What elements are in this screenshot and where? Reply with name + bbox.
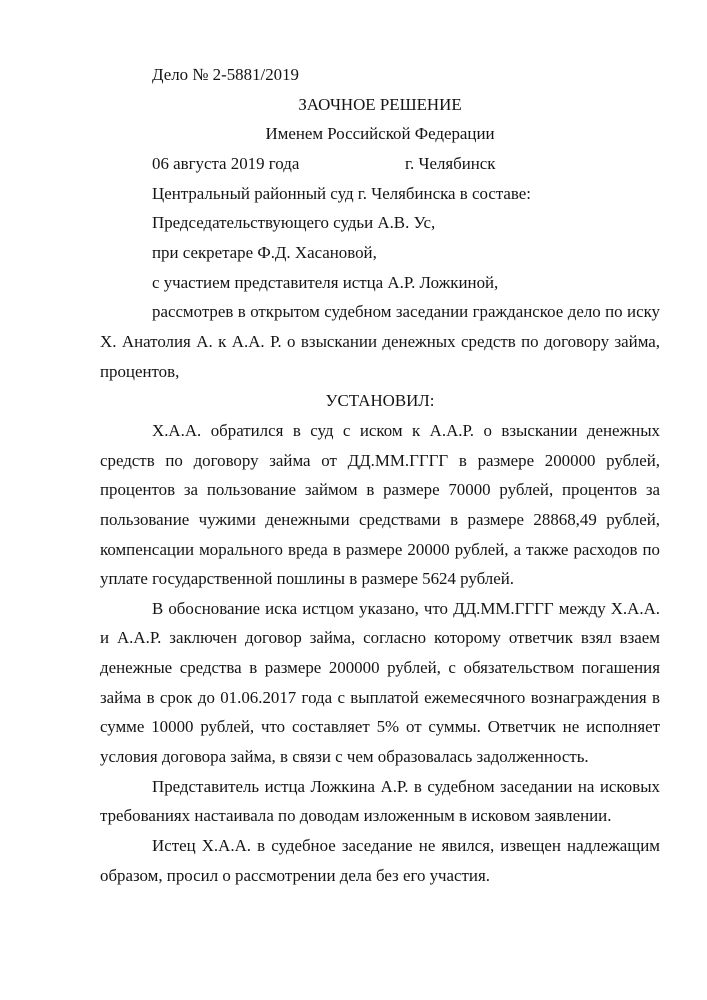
body-line: требованиях настаивала по доводам изложенным в исковом заявлении.	[100, 806, 612, 826]
body-line: условия договора займа, в связи с чем образовалась задолженность.	[100, 747, 589, 767]
body-line: процентов за пользование займом в размере 70000 рублей, процентов за	[100, 480, 660, 500]
judge-line: Председательствующего судьи А.В. Ус,	[152, 213, 436, 233]
body-line: В обоснование иска истцом указано, что ДД.ММ.ГГГГ между Х.А.А.	[152, 598, 660, 618]
secretary-line: при секретаре Ф.Д. Хасановой,	[152, 242, 377, 262]
date-place-line	[100, 149, 660, 179]
body-line: сумме 10000 рублей, что составляет 5% от суммы. Ответчик не исполняет	[100, 717, 660, 737]
representative-line: с участием представителя истца А.Р. Ложкиной,	[152, 272, 499, 292]
case-review-line: рассмотрев в открытом судебном заседании гражданское дело по иску	[152, 302, 660, 322]
hearing-date: 06 августа 2019 года	[152, 153, 300, 173]
hearing-place: г. Челябинск	[405, 153, 496, 173]
body-line: пользование чужими денежными средствами в размере 28868,49 рублей,	[100, 509, 660, 529]
body-line: уплате государственной пошлины в размере 5624 рублей.	[100, 569, 514, 589]
claim-parties-line-end: процентов,	[100, 361, 180, 381]
claim-parties-line: Х. Анатолия А. к А.А. Р. о взыскании денежных средств по договору займа,	[100, 331, 660, 351]
case-number: Дело № 2-5881/2019	[152, 65, 299, 84]
document-subtitle: Именем Российской Федерации	[265, 124, 495, 144]
body-line: Представитель истца Ложкина А.Р. в судебном заседании на исковых	[152, 776, 660, 796]
body-line: займа в срок до 01.06.2017 года с выплатой ежемесячного вознаграждения в	[100, 687, 660, 707]
body-line: компенсации морального вреда в размере 20000 рублей, а также расходов по	[100, 539, 660, 559]
section-heading-ustanovil: УСТАНОВИЛ:	[325, 391, 435, 411]
body-line: Истец Х.А.А. в судебное заседание не явился, извещен надлежащим	[152, 836, 660, 856]
body-line: образом, просил о рассмотрении дела без его участия.	[100, 865, 490, 885]
body-line: Х.А.А. обратился в суд с иском к А.А.Р. о взыскании денежных	[152, 420, 660, 440]
body-line: денежные средства в размере 200000 рублей, с обязательством погашения	[100, 658, 660, 678]
body-line: и А.А.Р. заключен договор займа, согласно которому ответчик взял взаем	[100, 628, 660, 648]
body-line: средств по договору займа от ДД.ММ.ГГГГ в размере 200000 рублей,	[100, 450, 660, 470]
court-name-line: Центральный районный суд г. Челябинска в составе:	[152, 183, 531, 203]
document-text-block	[100, 60, 660, 890]
document-title: ЗАОЧНОЕ РЕШЕНИЕ	[298, 94, 462, 114]
